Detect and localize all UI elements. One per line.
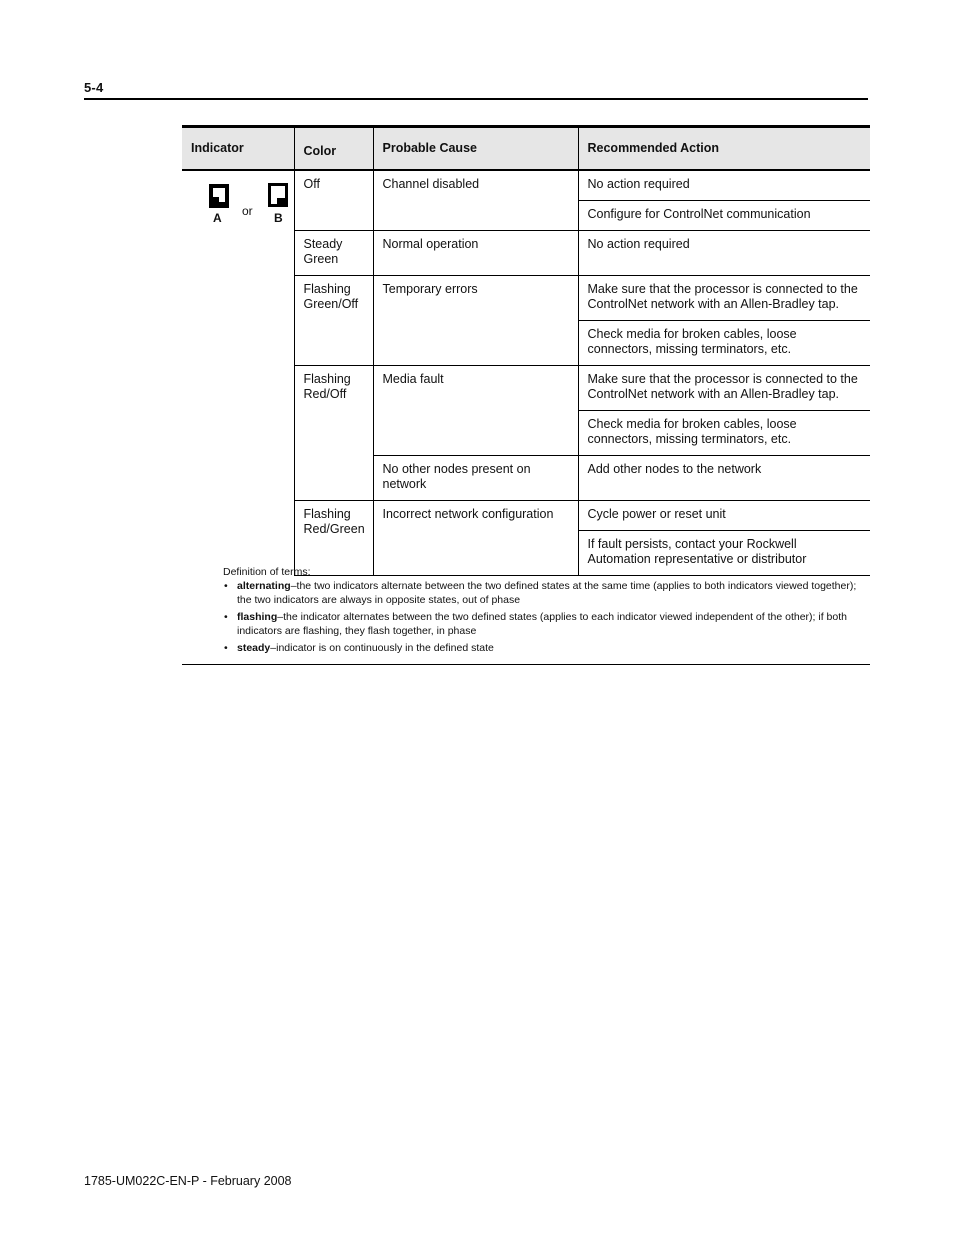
list-item	[237, 641, 870, 655]
status-indicator-table	[182, 125, 870, 576]
definition-of-terms	[182, 555, 870, 665]
cause-cell: Temporary errors	[373, 276, 578, 366]
term-alternating: alternating	[237, 580, 291, 592]
header-recommended-action: Recommended Action	[578, 127, 870, 171]
color-cell: Flashing Red/Off	[294, 366, 373, 501]
definitions-list	[182, 579, 870, 655]
cause-cell: No other nodes present on network	[373, 456, 578, 501]
action-cell: Configure for ControlNet communication	[578, 201, 870, 231]
color-cell: Steady Green	[294, 231, 373, 276]
header-indicator: Indicator	[182, 127, 294, 171]
list-item	[237, 579, 870, 607]
indicator-b-icon	[268, 183, 288, 207]
cause-cell: Channel disabled	[373, 170, 578, 231]
indicator-cell	[182, 170, 294, 576]
action-cell: Add other nodes to the network	[578, 456, 870, 501]
table-row	[182, 170, 870, 201]
action-cell: No action required	[578, 170, 870, 201]
cause-cell: Incorrect network configuration	[373, 501, 578, 576]
cause-cell: Normal operation	[373, 231, 578, 276]
table-header-row	[182, 127, 870, 171]
action-cell: If fault persists, contact your Rockwell Automation representative or distributor	[578, 531, 870, 576]
indicator-a-label: A	[213, 211, 222, 225]
action-cell: Check media for broken cables, loose connectors, missing terminators, etc.	[578, 321, 870, 366]
term-flashing: flashing	[237, 611, 278, 623]
action-cell: No action required	[578, 231, 870, 276]
term-definition: –the two indicators alternate between the two defined states at the same time (applies to both indicators viewed together); the two indicators are always in opposite states, out of phase	[237, 580, 857, 606]
action-cell: Check media for broken cables, loose connectors, missing terminators, etc.	[578, 411, 870, 456]
action-cell: Make sure that the processor is connected to the ControlNet network with an Allen-Bradley tap.	[578, 366, 870, 411]
list-item	[237, 610, 870, 638]
page-number: 5-4	[84, 80, 104, 95]
action-cell: Cycle power or reset unit	[578, 501, 870, 531]
color-cell: Flashing Red/Green	[294, 501, 373, 576]
page-footer: 1785-UM022C-EN-P - February 2008	[84, 1174, 292, 1188]
color-cell: Flashing Green/Off	[294, 276, 373, 366]
color-cell: Off	[294, 170, 373, 231]
header-probable-cause: Probable Cause	[373, 127, 578, 171]
cause-cell: Media fault	[373, 366, 578, 456]
term-definition: –indicator is on continuously in the defined state	[270, 642, 494, 654]
term-steady: steady	[237, 642, 271, 654]
action-cell: Make sure that the processor is connected to the ControlNet network with an Allen-Bradley tap.	[578, 276, 870, 321]
indicator-a-icon	[209, 184, 229, 208]
header-color: Color	[294, 127, 373, 171]
term-definition: –the indicator alternates between the two defined states (applies to each indicator viewed independent of the other); if both indicators are flashing, they flash together, in phase	[237, 611, 847, 637]
indicator-b-label: B	[274, 211, 283, 225]
header-rule	[84, 98, 868, 100]
definitions-title: Definition of terms:	[223, 566, 311, 578]
indicator-or-label: or	[242, 204, 253, 218]
